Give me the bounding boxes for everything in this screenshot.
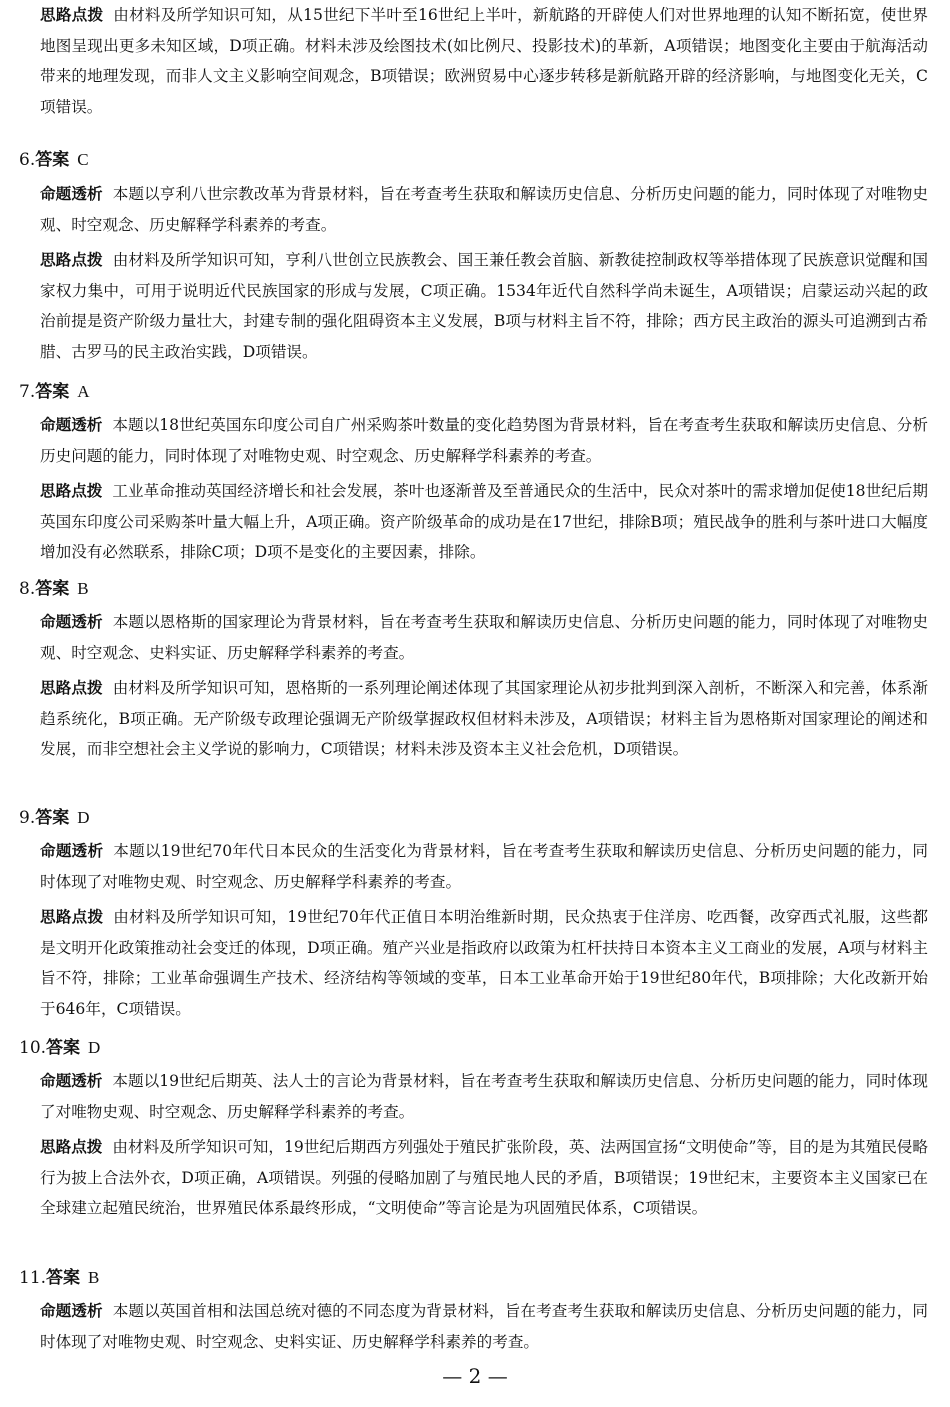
answer-label: 答案 (35, 382, 70, 402)
answer-value: D (88, 1038, 101, 1057)
question-number: 11. (19, 1268, 47, 1288)
intro-text: 本题以英国首相和法国总统对德的不同态度为背景材料，旨在考查考生获取和解读历史信息、分析历史问题的能力，同时体现了对唯物史观、时空观念、史料实证、历史解释学科素养的考查。 (40, 1302, 928, 1351)
q7-answer-line (19, 375, 90, 409)
intro-text: 本题以亨利八世宗教改革为背景材料，旨在考查考生获取和解读历史信息、分析历史问题的能力，同时体现了对唯物史观、时空观念、历史解释学科素养的考查。 (40, 185, 928, 234)
intro-label: 命题透析 (40, 842, 104, 860)
q8-answer-line (19, 572, 89, 606)
question-number: 8. (19, 579, 36, 599)
q11-intro (40, 1296, 928, 1357)
q7-analysis (40, 476, 928, 568)
intro-label: 命题透析 (40, 185, 103, 203)
answer-label: 答案 (46, 1038, 81, 1058)
answer-value: B (88, 1268, 100, 1287)
q10-intro (40, 1066, 928, 1127)
q9-analysis (40, 902, 928, 1024)
analysis-label: 思路点拨 (40, 908, 104, 926)
q6-intro (40, 179, 928, 240)
intro-text: 本题以19世纪70年代日本民众的生活变化为背景材料，旨在考查考生获取和解读历史信息、分析历史问题的能力，同时体现了对唯物史观、时空观念、历史解释学科素养的考查。 (40, 842, 928, 891)
q9-answer-line (19, 801, 90, 835)
question-number: 6. (19, 150, 36, 170)
intro-label: 命题透析 (40, 1302, 103, 1320)
question-number: 7. (19, 382, 36, 402)
q11-answer-line (19, 1261, 99, 1295)
q6-answer-line (19, 143, 89, 177)
intro-label: 命题透析 (40, 416, 103, 434)
answer-value: C (77, 150, 89, 169)
intro-label: 命题透析 (40, 1072, 103, 1090)
analysis-label: 思路点拨 (40, 6, 104, 24)
analysis-label: 思路点拨 (40, 679, 103, 697)
answer-value: A (77, 382, 90, 401)
intro-label: 命题透析 (40, 613, 103, 631)
q10-analysis (40, 1132, 928, 1224)
q8-analysis (40, 673, 928, 765)
analysis-label: 思路点拨 (40, 251, 103, 269)
analysis-text: 由材料及所学知识可知，恩格斯的一系列理论阐述体现了其国家理论从初步批判到深入剖析，不断深入和完善，体系渐趋系统化，B项正确。无产阶级专政理论强调无产阶级掌握政权但材料未涉及，A项错误；材料主旨为恩格斯对国家理论的阐述和发展，而非空想社会主义学说的影响力，C项错误；材料未涉及资本主义社会危机，D项错误。 (40, 679, 928, 759)
answer-value: D (77, 808, 90, 827)
q5-analysis (40, 0, 928, 122)
answer-label: 答案 (35, 150, 70, 170)
analysis-text: 由材料及所学知识可知，19世纪后期西方列强处于殖民扩张阶段，英、法两国宣扬“文明使命”等，目的是为其殖民侵略行为披上合法外衣，D项正确，A项错误。列强的侵略加剧了与殖民地人民的矛盾，B项错误；19世纪末，主要资本主义国家已在全球建立起殖民统治，世界殖民体系最终形成，“文明使命”等言论是为巩固殖民体系，C项错误。 (40, 1138, 928, 1218)
analysis-label: 思路点拨 (40, 1138, 103, 1156)
q7-intro (40, 410, 928, 471)
q8-intro (40, 607, 928, 668)
q9-intro (40, 836, 928, 897)
analysis-text: 工业革命推动英国经济增长和社会发展，茶叶也逐渐普及至普通民众的生活中，民众对茶叶的需求增加促使18世纪后期英国东印度公司采购茶叶量大幅上升，A项正确。资产阶级革命的成功是在17世纪，排除B项；殖民战争的胜利与茶叶进口大幅度增加没有必然联系，排除C项；D项不是变化的主要因素，排除。 (40, 482, 928, 562)
question-number: 10. (19, 1038, 47, 1058)
answer-value: B (77, 579, 89, 598)
q6-analysis (40, 245, 928, 367)
analysis-label: 思路点拨 (40, 482, 103, 500)
intro-text: 本题以18世纪英国东印度公司自广州采购茶叶数量的变化趋势图为背景材料，旨在考查考生获取和解读历史信息、分析历史问题的能力，同时体现了对唯物史观、时空观念、历史解释学科素养的考查。 (40, 416, 928, 465)
question-number: 9. (19, 808, 36, 828)
analysis-text: 由材料及所学知识可知，19世纪70年代正值日本明治维新时期，民众热衷于住洋房、吃西餐，改穿西式礼服，这些都是文明开化政策推动社会变迁的体现，D项正确。殖产兴业是指政府以政策为杠杆扶持日本资本主义工商业的发展，A项与材料主旨不符，排除；工业革命强调生产技术、经济结构等领域的变革，日本工业革命开始于19世纪80年代，B项排除；大化改新开始于646年，C项错误。 (40, 908, 928, 1018)
page-number: — 2 — (442, 1364, 508, 1388)
answer-label: 答案 (35, 579, 70, 599)
answer-label: 答案 (35, 808, 70, 828)
intro-text: 本题以19世纪后期英、法人士的言论为背景材料，旨在考查考生获取和解读历史信息、分析历史问题的能力，同时体现了对唯物史观、时空观念、历史解释学科素养的考查。 (40, 1072, 928, 1121)
analysis-text: 由材料及所学知识可知，亨利八世创立民族教会、国王兼任教会首脑、新教徒控制政权等举措体现了民族意识觉醒和国家权力集中，可用于说明近代民族国家的形成与发展，C项正确。1534年近代自然科学尚未诞生，A项错误；启蒙运动兴起的政治前提是资产阶级力量壮大，封建专制的强化阻碍资本主义发展，B项与材料主旨不符，排除；西方民主政治的源头可追溯到古希腊、古罗马的民主政治实践，D项错误。 (40, 251, 928, 361)
analysis-text: 由材料及所学知识可知，从15世纪下半叶至16世纪上半叶，新航路的开辟使人们对世界地理的认知不断拓宽，使世界地图呈现出更多未知区域，D项正确。材料未涉及绘图技术(如比例尺、投影技术)的革新，A项错误；地图变化主要由于航海活动带来的地理发现，而非人文主义影响空间观念，B项错误；欧洲贸易中心逐步转移是新航路开辟的经济影响，与地图变化无关，C项错误。 (40, 6, 928, 116)
answer-label: 答案 (46, 1268, 81, 1288)
intro-text: 本题以恩格斯的国家理论为背景材料，旨在考查考生获取和解读历史信息、分析历史问题的能力，同时体现了对唯物史观、时空观念、史料实证、历史解释学科素养的考查。 (40, 613, 928, 662)
q10-answer-line (19, 1031, 100, 1065)
